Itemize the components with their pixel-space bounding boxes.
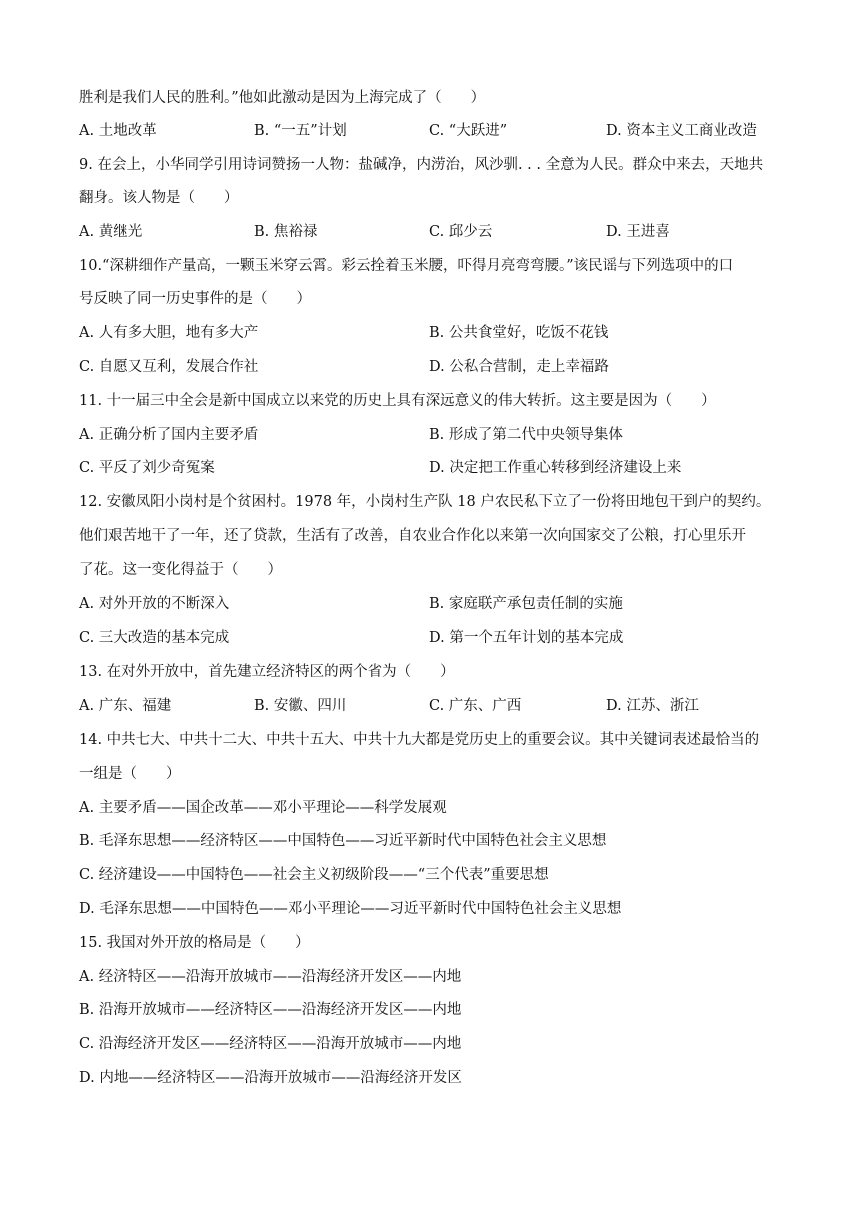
- question-stem: 11. 十一届三中全会是新中国成立以来党的历史上具有深远意义的伟大转折。这主要是因为（ ）: [79, 393, 716, 409]
- question-stem: 10.“深耕细作产量高，一颗玉米穿云霄。彩云拴着玉米腰，吓得月亮弯弯腰。”该民谣与下列选项中的口: [79, 258, 734, 274]
- question-stem: 翻身。该人物是（ ）: [79, 190, 239, 206]
- option-d: D. 第一个五年计划的基本完成: [429, 630, 624, 646]
- option-d: D. 决定把工作重心转移到经济建设上来: [429, 460, 682, 476]
- option-c: C. 三大改造的基本完成: [79, 630, 230, 646]
- option-b: B. “一五”计划: [254, 123, 347, 139]
- option-c: C. 邱少云: [429, 224, 493, 240]
- option-d: D. 毛泽东思想——中国特色——邓小平理论——习近平新时代中国特色社会主义思想: [79, 901, 622, 917]
- option-d: D. 江苏、浙江: [606, 698, 699, 714]
- option-b: B. 毛泽东思想——经济特区——中国特色——习近平新时代中国特色社会主义思想: [79, 833, 607, 849]
- option-a: A. 土地改革: [79, 123, 157, 139]
- option-c: C. 平反了刘少奇冤案: [79, 460, 215, 476]
- option-a: A. 主要矛盾——国企改革——邓小平理论——科学发展观: [79, 800, 447, 816]
- option-d: D. 资本主义工商业改造: [606, 123, 757, 139]
- option-a: A. 经济特区——沿海开放城市——沿海经济开发区——内地: [79, 969, 462, 985]
- option-c: C. 自愿又互利，发展合作社: [79, 359, 259, 375]
- intro-line: 胜利是我们人民的胜利。”他如此激动是因为上海完成了（ ）: [79, 90, 486, 106]
- option-a: A. 正确分析了国内主要矛盾: [79, 427, 259, 443]
- question-stem: 号反映了同一历史事件的是（ ）: [79, 291, 311, 307]
- question-stem: 了花。这一变化得益于（ ）: [79, 562, 282, 578]
- option-a: A. 黄继光: [79, 224, 143, 240]
- option-b: B. 安徽、四川: [254, 698, 347, 714]
- option-c: C. 沿海经济开发区——经济特区——沿海开放城市——内地: [79, 1036, 462, 1052]
- question-stem: 他们艰苦地干了一年，还了贷款，生活有了改善，自农业合作化以来第一次向国家交了公粮，打心里乐开: [79, 528, 746, 544]
- option-b: B. 公共食堂好，吃饭不花钱: [429, 325, 609, 341]
- question-stem: 一组是（ ）: [79, 766, 181, 782]
- option-c: C. 经济建设——中国特色——社会主义初级阶段——“三个代表”重要思想: [79, 867, 549, 883]
- question-stem: 13. 在对外开放中，首先建立经济特区的两个省为（ ）: [79, 664, 455, 680]
- option-c: C. “大跃进”: [429, 123, 508, 139]
- option-c: C. 广东、广西: [429, 698, 522, 714]
- question-stem: 9. 在会上，小华同学引用诗词赞扬一人物：盐碱净，内涝治，风沙驯. . . 全意为人民。群众中来去，天地共: [79, 157, 764, 173]
- option-b: B. 沿海开放城市——经济特区——沿海经济开发区——内地: [79, 1002, 462, 1018]
- option-a: A. 人有多大胆，地有多大产: [79, 325, 259, 341]
- option-a: A. 对外开放的不断深入: [79, 596, 230, 612]
- option-d: D. 内地——经济特区——沿海开放城市——沿海经济开发区: [79, 1070, 462, 1086]
- option-b: B. 焦裕禄: [254, 224, 318, 240]
- question-stem: 14. 中共七大、中共十二大、中共十五大、中共十九大都是党历史上的重要会议。其中关键词表述最恰当的: [79, 732, 760, 748]
- option-b: B. 家庭联产承包责任制的实施: [429, 596, 623, 612]
- question-stem: 15. 我国对外开放的格局是（ ）: [79, 935, 310, 951]
- option-a: A. 广东、福建: [79, 698, 172, 714]
- option-b: B. 形成了第二代中央领导集体: [429, 427, 623, 443]
- option-d: D. 王进喜: [606, 224, 670, 240]
- option-d: D. 公私合营制，走上幸福路: [429, 359, 609, 375]
- question-stem: 12. 安徽凤阳小岗村是个贫困村。1978 年，小岗村生产队 18 户农民私下立了一份将田地包干到户的契约。: [79, 494, 771, 510]
